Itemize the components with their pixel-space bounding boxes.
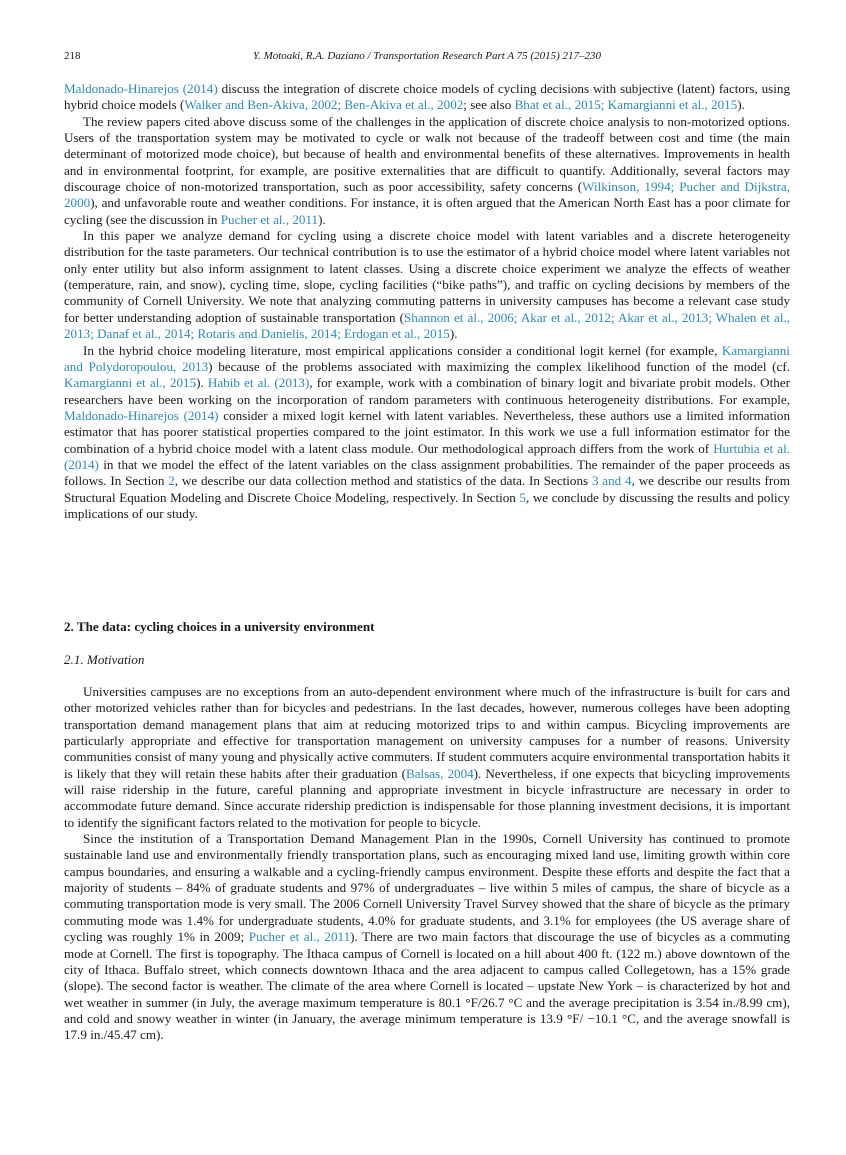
text-run: discuss the integration of discrete choice models of cycling decisions with subjective (latent) factors, using hybrid choice models ( (64, 81, 790, 113)
citation-link[interactable]: Maldonado-Hinarejos (2014) (64, 407, 219, 423)
citation-link[interactable]: 3 and 4 (591, 473, 632, 489)
paragraph (64, 343, 790, 523)
citation-link[interactable]: Bhat et al., 2015; Kamargianni et al., 2015 (514, 97, 738, 113)
citation-link[interactable]: Pucher et al., 2011 (248, 929, 351, 945)
text-run: ), and unfavorable route and weather conditions. For instance, it is often argued that the American North East has a poor climate for cycling (see the discussion in (64, 195, 790, 227)
running-head: Y. Motoaki, R.A. Daziano / Transportation Research Part A 75 (2015) 217–230 (252, 50, 602, 62)
citation-link[interactable]: Walker and Ben-Akiva, 2002; Ben-Akiva et al., 2002 (184, 97, 464, 113)
text-run: ). (196, 375, 208, 391)
paragraph (64, 228, 790, 342)
text-run: The review papers cited above discuss some of the challenges in the application of discrete choice analysis to non-motorized options. Users of the transportation system may be motivated to cycle or walk not because of the tradeoff between cost and time (the main determinant of motorized mode choice), but because of health and environmental benefits of these alternatives. Improvements in health and in environmental footprint, for example, are positive externalities that are difficult to quantify. Additionally, several factors may discourage choice of non-motorized transportation, such as poor accessibility, safety concerns ( (64, 113, 790, 195)
citation-link[interactable]: Pucher et al., 2011 (220, 211, 319, 227)
text-run: , we conclude by discussing the results and policy implications of our study. (64, 489, 790, 521)
text-run: , for example, work with a combination of binary logit and bivariate probit models. Other researchers have been working on the incorporation of random parameters with continuous heterogeneity distributions. For example, (64, 375, 790, 407)
text-run: ). Nevertheless, if one expects that bicycling improvements will raise ridership in the future, careful planning and appropriate investment in bicycle infrastructure are necessary in order to accommodate future demand. Since accurate ridership prediction is indispensable for those planning investment decisions, it is important to identify the significant factors related to the motivation for people to bicycle. (64, 765, 790, 830)
section2-body (64, 684, 790, 1044)
text-run: ) because of the problems associated with maximizing the complex likelihood function of the model (cf. (208, 358, 790, 374)
text-run: Since the institution of a Transportation Demand Management Plan in the 1990s, Cornell University has continued to promote sustainable land use and environmentally friendly transportation plans, such as encouraging mixed land use, limiting growth within core campus boundaries, and ensuring a walkable and a cycling-friendly campus environment. Despite these efforts and despite the fact that a majority of students – 84% of graduate students and 97% of undergraduates – live within 5 miles of campus, the share of bicycle as a commuting transportation mode is very small. The 2006 Cornell University Travel Survey showed that the share of bicycle as the primary commuting mode was 1.4% for undergraduate students, 4.0% for graduate students, and 3.1% for employees (the US average share of cycling was roughly 1% in 2009; (64, 831, 790, 945)
text-run: ). There are two main factors that discourage the use of bicycles as a commuting mode at Cornell. The first is topography. The Ithaca campus of Cornell is located on a hill about 400 ft. (122 m.) above downtown of the city of Ithaca. Buffalo street, which connects downtown Ithaca and the area adjacent to campus called Collegetown, has a 15% grade (slope). The second factor is weather. The climate of the area where Cornell is located – upstate New York – is characterized by hot and wet weather in summer (in July, the average maximum temperature is 80.1 °F/26.7 °C and the average precipitation is 3.54 in./8.99 cm), and cold and snowy weather in winter (in January, the average minimum temperature is 13.9 °F/ −10.1 °C, and the average snowfall is 17.9 in./45.47 cm). (64, 929, 791, 1043)
page-header (64, 50, 790, 66)
text-run: ). (737, 97, 745, 113)
paragraph (64, 114, 790, 228)
text-run: In the hybrid choice modeling literature, most empirical applications consider a conditional logit kernel (for example, (83, 342, 722, 358)
citation-link[interactable]: Habib et al. (2013) (207, 375, 310, 391)
citation-link[interactable]: Kamargianni and Polydoropoulou, 2013 (64, 342, 790, 374)
text-run: in that we model the effect of the latent variables on the class assignment probabilities. The remainder of the paper proceeds as follows. In Section (64, 456, 790, 489)
citation-link[interactable]: Shannon et al., 2006; Akar et al., 2012; Akar et al., 2013; Whalen et al., 2013; Danaf et al., 2014; Rotaris and Danielis, 2014; Erdogan et al., 2015 (64, 309, 790, 342)
subsection-heading: 2.1. Motivation (64, 652, 145, 667)
citation-link[interactable]: 5 (519, 489, 526, 505)
text-run: ). (318, 211, 326, 227)
text-run: ). (449, 326, 458, 342)
page-number: 218 (64, 50, 81, 62)
text-run: , we describe our results from Structural Equation Modeling and Discrete Choice Modeling, respectively. In Section (64, 473, 790, 505)
text-run: , we describe our data collection method and statistics of the data. In Sections (174, 473, 592, 489)
citation-link[interactable]: Maldonado-Hinarejos (2014) (64, 81, 218, 96)
citation-link[interactable]: Wilkinson, 1994; Pucher and Dijkstra, 2000 (64, 179, 790, 211)
section1-body (64, 81, 790, 522)
text-run: Universities campuses are no exceptions from an auto-dependent environment where much of the infrastructure is built for cars and other motorized vehicles rather than for bicycles and pedestrians. In the last decades, however, numerous colleges have been adopting transportation demand management plans that aim at reducing motorized trips to and within campus. Bicycling improvements are particularly appropriate and effective for transportation management on university campuses for a number of reasons. University communities consist of many young and physically active commuters. If student commuters acquire environmental transportation habits it is likely that they will retain these habits after their graduation ( (64, 684, 790, 781)
paragraph (64, 684, 790, 831)
paragraph (64, 81, 790, 114)
citation-link[interactable]: Balsas, 2004 (405, 765, 474, 781)
section-heading: 2. The data: cycling choices in a university environment (64, 619, 375, 634)
citation-link[interactable]: 2 (168, 473, 175, 489)
paragraph (64, 831, 790, 1043)
citation-link[interactable]: Kamargianni et al., 2015 (64, 375, 197, 391)
text-run: ; see also (463, 97, 515, 113)
text-run: In this paper we analyze demand for cycling using a discrete choice model with latent variables and a discrete heterogeneity distribution for the taste parameters. Our technical contribution is to use the estimator of a hybrid choice model where latent variables not only enter utility but also inform assignment to latent classes. Using a discrete choice experiment we analyze the effects of weather (temperature, rain, and snow), cycling time, slope, cycling facilities (“bike paths”), and traffic on cycling decisions by members of the community of Cornell University. We note that analyzing commuting patterns in university campuses has become a relevant case study for better understanding adoption of sustainable transportation ( (64, 228, 790, 325)
citation-link[interactable]: Hurtubia et al. (2014) (64, 440, 791, 472)
text-run: consider a mixed logit kernel with latent variables. Nevertheless, these authors use a limited information estimator that has poorer statistical properties compared to the joint estimator. In this work we use a full information estimator for the combination of a hybrid choice model with a latent class module. Our methodological approach differs from the work of (64, 407, 790, 456)
